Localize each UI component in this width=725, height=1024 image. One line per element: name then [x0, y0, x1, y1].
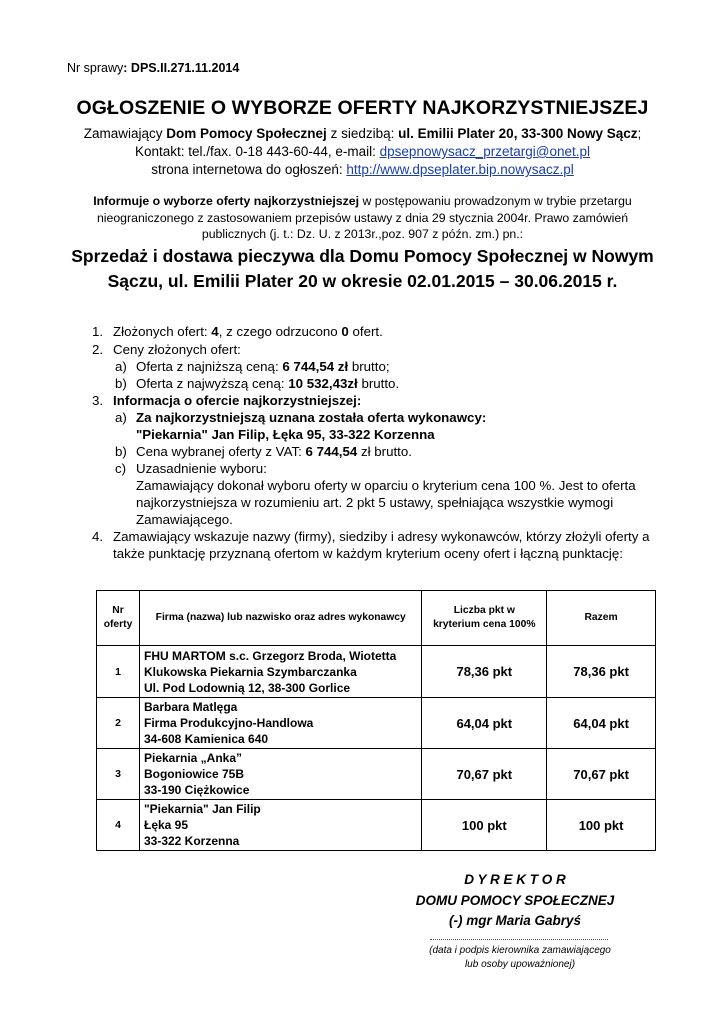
orderer-name: Dom Pomocy Społecznej: [166, 126, 327, 141]
list-number: 4.: [92, 529, 104, 544]
header-firm: Firma (nazwa) lub nazwisko oraz adres wykonawcy: [139, 591, 421, 646]
offer-number: 1: [97, 646, 140, 698]
contact-line: [0, 144, 725, 159]
details-list: [92, 323, 672, 562]
orderer-end: ;: [637, 126, 642, 141]
website-prefix: strona internetowa do ogłoszeń:: [151, 162, 343, 177]
signature-note-line-1: (data i podpis kierownika zamawiającego: [429, 945, 611, 956]
lowest-price-suffix: brutto;: [348, 359, 390, 374]
table-row: [97, 646, 656, 698]
signature-organization: DOMU POMOCY SPOŁECZNEJ: [415, 893, 615, 908]
contact-prefix: Kontakt: tel./fax. 0-18 443-60-44, e-mail:: [135, 144, 376, 159]
list-letter: b): [115, 376, 127, 391]
justification-line-3: Zamawiającego.: [136, 512, 233, 527]
justification-line-2-row: [92, 494, 672, 511]
signature-name: (-) mgr Maria Gabryś: [448, 913, 582, 928]
firm-line: "Piekarnia" Jan Filip: [143, 802, 261, 816]
signature-line: [430, 939, 608, 940]
firm-line: Piekarnia „Anka”: [143, 751, 243, 765]
table-row: [97, 800, 656, 851]
firm-line: 33-190 Ciężkowice: [143, 783, 250, 797]
firm-line: Bogoniowice 75B: [143, 767, 244, 781]
firm-line: FHU MARTOM s.c. Grzegorz Broda, Wiotetta: [143, 648, 397, 663]
list-item-3: [92, 392, 672, 409]
lowest-price-value: 6 744,54 zł: [282, 359, 349, 374]
justification-line-1-row: [92, 477, 672, 494]
rejected-label: , z czego odrzucono: [218, 324, 342, 339]
rejected-count: 0: [341, 324, 349, 339]
document-title: OGŁOSZENIE O WYBORZE OFERTY NAJKORZYSTNIEJSZEJ: [76, 97, 649, 119]
offers-count: 4: [211, 324, 219, 339]
list-item-3c: [92, 460, 672, 477]
case-number-separator: :: [123, 61, 128, 75]
contractors-intro-line-1: Zamawiający wskazuje nazwy (firmy), siedziby i adresy wykonawców, którzy złożyli oferty a: [113, 529, 650, 544]
list-number: 2.: [92, 342, 104, 357]
prices-heading: Ceny złożonych ofert:: [113, 342, 241, 357]
offer-number: 4: [97, 800, 140, 851]
table-header-row: [97, 591, 656, 646]
offer-total: 78,36 pkt: [547, 646, 656, 698]
offers-count-label: Złożonych ofert:: [113, 324, 212, 339]
list-item-1: [92, 323, 672, 341]
offer-firm: [139, 749, 421, 800]
offer-total: 70,67 pkt: [547, 749, 656, 800]
highest-price-value: 10 532,43zł: [288, 376, 358, 391]
info-paragraph: [80, 193, 645, 243]
justification-line-2: najkorzystniejsza w rozumieniu art. 2 pkt 5 ustawy, spełniająca wszystkie wymogi: [136, 495, 614, 510]
table-row: [97, 749, 656, 800]
best-offer-heading: Informacja o ofercie najkorzystniejszej:: [113, 393, 362, 408]
case-number: [67, 61, 239, 75]
firm-line: Barbara Matlęga: [143, 700, 238, 714]
case-number-value: DPS.II.271.11.2014: [130, 61, 240, 75]
offer-firm: [139, 800, 421, 851]
contractors-intro-row: [92, 545, 672, 562]
list-item-4: [92, 528, 672, 545]
offer-total: 100 pkt: [547, 800, 656, 851]
chosen-price-suffix: zł brutto.: [357, 444, 412, 459]
list-letter: a): [115, 410, 127, 425]
list-letter: b): [115, 444, 127, 459]
orderer-address: ul. Emilii Plater 20, 33-300 Nowy Sącz: [398, 126, 638, 141]
firm-line: Ul. Pod Lodownią 12, 38-300 Gorlice: [143, 680, 351, 695]
list-number: 1.: [92, 324, 104, 339]
offer-price-points: 100 pkt: [422, 800, 547, 851]
chosen-price-value: 6 744,54: [305, 444, 358, 459]
list-item-2: [92, 341, 672, 358]
info-bold: Informuje o wyborze oferty najkorzystniejszej: [93, 194, 360, 208]
list-letter: a): [115, 359, 127, 374]
orderer-mid: z siedzibą:: [330, 126, 395, 141]
email-link[interactable]: dpsepnowysacz_przetargi@onet.pl: [379, 144, 590, 159]
list-item-3b: [92, 443, 672, 460]
header-total: Razem: [547, 591, 656, 646]
info-rest: w postępowaniu prowadzonym w trybie przetargu nieograniczonego z zastosowaniem przepisów ustawy z dnia 29 stycznia 2004r. Prawo zamówień publicznych (j. t.: Dz. U. z 2013r.,poz. 907 z późn. zm.) pn.:: [96, 194, 632, 241]
list-item-2a: [92, 358, 672, 375]
firm-line: Łęka 95: [143, 818, 189, 832]
signature-role: D Y R E K T O R: [464, 872, 566, 887]
best-offer-contractor: "Piekarnia" Jan Filip, Łęka 95, 33-322 Korzenna: [136, 427, 435, 442]
offer-price-points: 78,36 pkt: [422, 646, 547, 698]
list-item-3a: [92, 409, 672, 426]
subject-line-1: Sprzedaż i dostawa pieczywa dla Domu Pomocy Społecznej w Nowym: [71, 246, 654, 266]
header-price-points: Liczba pkt w kryterium cena 100%: [422, 591, 547, 646]
chosen-price-label: Cena wybranej oferty z VAT:: [136, 444, 306, 459]
offers-suffix: ofert.: [348, 324, 383, 339]
offer-number: 2: [97, 698, 140, 749]
justification-line-1: Zamawiający dokonał wyboru oferty w oparciu o kryterium cena 100 %. Jest to oferta: [136, 478, 636, 493]
orderer-line: [0, 126, 725, 141]
offer-price-points: 64,04 pkt: [422, 698, 547, 749]
website-link[interactable]: http://www.dpseplater.bip.nowysacz.pl: [346, 162, 574, 177]
signature-note: [405, 944, 635, 972]
firm-line: Firma Produkcyjno-Handlowa: [143, 716, 314, 730]
firm-line: 33-322 Korzenna: [143, 834, 240, 848]
firm-line: Klukowska Piekarnia Szymbarczanka: [143, 664, 357, 679]
justification-line-3-row: [92, 511, 672, 528]
list-letter: c): [115, 461, 127, 476]
signature-note-line-2: lub osoby upoważnionej): [464, 959, 576, 970]
highest-price-label: Oferta z najwyższą ceną:: [136, 376, 289, 391]
highest-price-suffix: brutto.: [357, 376, 400, 391]
procurement-subject: [60, 244, 665, 294]
offer-number: 3: [97, 749, 140, 800]
justification-heading: Uzasadnienie wyboru:: [136, 461, 267, 476]
contractors-intro-line-2: także punktację przyznaną ofertom w każdym kryterium oceny ofert i łączną punktację:: [113, 546, 623, 561]
header-offer-number: Nr oferty: [97, 591, 140, 646]
subject-line-2: Sączu, ul. Emilii Plater 20 w okresie 02.01.2015 – 30.06.2015 r.: [107, 271, 618, 291]
best-offer-contractor-row: [92, 426, 672, 443]
best-offer-label: Za najkorzystniejszą uznana została oferta wykonawcy:: [136, 410, 487, 425]
case-number-label: Nr sprawy: [67, 61, 124, 75]
list-number: 3.: [92, 393, 104, 408]
offer-price-points: 70,67 pkt: [422, 749, 547, 800]
offers-table: [96, 590, 656, 851]
website-line: [0, 162, 725, 177]
list-item-2b: [92, 375, 672, 392]
offer-total: 64,04 pkt: [547, 698, 656, 749]
offer-firm: [139, 698, 421, 749]
orderer-prefix: Zamawiający: [83, 126, 163, 141]
table-row: [97, 698, 656, 749]
offer-firm: [139, 646, 421, 698]
firm-line: 34-608 Kamienica 640: [143, 732, 269, 746]
lowest-price-label: Oferta z najniższą ceną:: [136, 359, 283, 374]
